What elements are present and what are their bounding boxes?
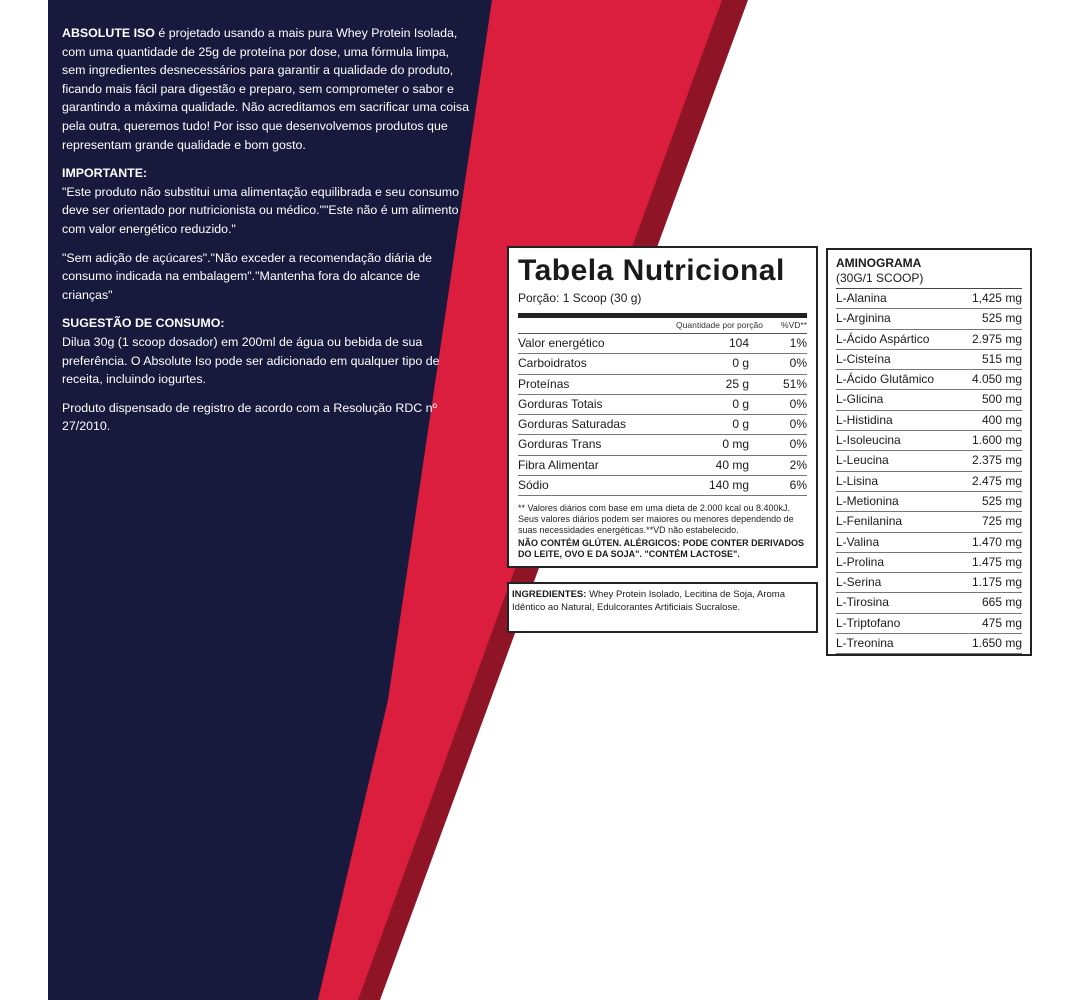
table-row: L-Fenilanina 725 mg xyxy=(836,512,1022,532)
table-row: L-Histidina 400 mg xyxy=(836,411,1022,431)
table-row: L-Tirosina 665 mg xyxy=(836,593,1022,613)
daily-value-notes: ** Valores diários com base em uma dieta de 2.000 kcal ou 8.400kJ. Seus valores diários podem ser maiores ou menores dependendo de suas necessidades energéticas.**VD não estabelecido. xyxy=(518,503,794,536)
aminogram-title: AMINOGRAMA xyxy=(836,256,922,270)
table-row: Gorduras Saturadas 0 g 0% xyxy=(518,415,807,435)
allergen-warning: NÃO CONTÉM GLÚTEN. ALÉRGICOS: PODE CONTER DERIVADOS DO LEITE, OVO E DA SOJA". "CONTÉM LACTOSE". xyxy=(518,538,805,560)
table-row: L-Triptofano 475 mg xyxy=(836,614,1022,634)
ingredients-label: INGREDIENTES: xyxy=(512,589,587,600)
product-description xyxy=(62,24,472,446)
table-row: L-Prolina 1.475 mg xyxy=(836,553,1022,573)
acucares-text: "Sem adição de açúcares"."Não exceder a recomendação diária de consumo indicada na embalagem"."Mantenha fora do alcance de crianças" xyxy=(62,250,432,302)
intro-paragraph xyxy=(62,24,472,154)
table-row: Proteínas 25 g 51% xyxy=(518,375,807,395)
ingredients-text: Whey Protein Isolado, Lecitina de Soja, Aroma Idêntico ao Natural, Edulcorantes Artificiais Sucralose. xyxy=(512,589,785,613)
aminogram-subtitle: (30G/1 SCOOP) xyxy=(836,270,1022,289)
brand-name: ABSOLUTE ISO xyxy=(62,26,155,40)
table-row: L-Alanina 1,425 mg xyxy=(836,289,1022,309)
table-row: Carboidratos 0 g 0% xyxy=(518,354,807,374)
table-row: Gorduras Trans 0 mg 0% xyxy=(518,435,807,455)
portion-size: Porção: 1 Scoop (30 g) xyxy=(518,291,642,305)
table-row: Sódio 140 mg 6% xyxy=(518,476,807,496)
qty-header: Quantidade por porção xyxy=(676,320,763,330)
vd-header: %VD** xyxy=(781,320,807,330)
intro-text: é projetado usando a mais pura Whey Protein Isolada, com uma quantidade de 25g de proteína por dose, uma fórmula limpa, sem ingredientes desnecessários para garantir a qualidade do produto, ficando mais fácil para digestão e preparo, sem comprometer o sabor e garantindo a máxima qualidade. Não acreditamos em sacrificar uma coisa pela outra, queremos tudo! Por isso que desenvolvemos produtos que representam grande qualidade e bom gosto. xyxy=(62,26,470,152)
table-row: L-Arginina 525 mg xyxy=(836,309,1022,329)
nutrition-title: Tabela Nutricional xyxy=(518,254,785,287)
importante-text: "Este produto não substitui uma alimentação equilibrada e seu consumo deve ser orientado por nutricionista ou médico.""Este não é um alimento com valor energético reduzido." xyxy=(62,184,460,236)
importante-heading: IMPORTANTE: xyxy=(62,166,148,181)
nutrition-rows xyxy=(518,334,807,496)
table-row: L-Glicina 500 mg xyxy=(836,390,1022,410)
table-row: L-Treonina 1.650 mg xyxy=(836,634,1022,654)
table-row: L-Metionina 525 mg xyxy=(836,492,1022,512)
nutrition-header-row xyxy=(518,318,807,334)
ingredients-box xyxy=(507,582,818,633)
sugestao-text: Dilua 30g (1 scoop dosador) em 200ml de água ou bebida de sua preferência. O Absolute Iso pode ser adicionado em qualquer tipo de receita, incluindo iogurtes. xyxy=(62,334,440,387)
table-row: Valor energético 104 1% xyxy=(518,334,807,354)
nutrition-table xyxy=(507,246,818,568)
aminogram-table xyxy=(826,248,1032,656)
table-row: L-Cisteína 515 mg xyxy=(836,350,1022,370)
table-row: L-Ácido Glutâmico 4.050 mg xyxy=(836,370,1022,390)
table-row: L-Serina 1.175 mg xyxy=(836,573,1022,593)
table-row: Gorduras Totais 0 g 0% xyxy=(518,395,807,415)
table-row: L-Lisina 2.475 mg xyxy=(836,472,1022,492)
table-row: L-Ácido Aspártico 2.975 mg xyxy=(836,330,1022,350)
table-row: Fibra Alimentar 40 mg 2% xyxy=(518,456,807,476)
registro-text: Produto dispensado de registro de acordo com a Resolução RDC nº 27/2010. xyxy=(62,400,438,434)
table-row: L-Isoleucina 1.600 mg xyxy=(836,431,1022,451)
sugestao-heading: SUGESTÃO DE CONSUMO: xyxy=(62,316,225,331)
table-row: L-Leucina 2.375 mg xyxy=(836,451,1022,471)
table-row: L-Valina 1.470 mg xyxy=(836,533,1022,553)
